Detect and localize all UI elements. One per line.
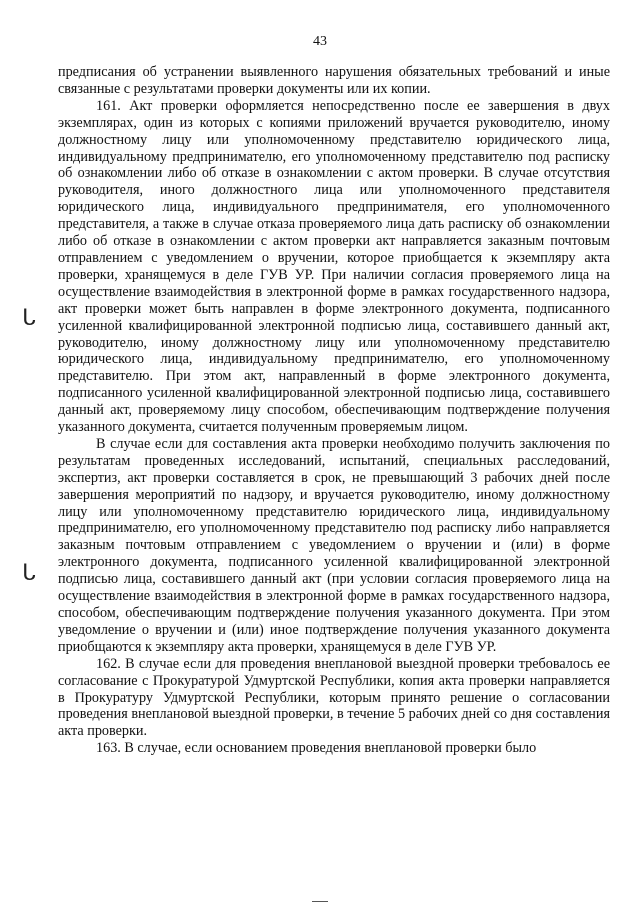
scan-mark-icon: ᒐ bbox=[22, 560, 36, 585]
document-body bbox=[58, 64, 610, 757]
paragraph-161: 161. Акт проверки оформляется непосредственно после ее завершения в двух экземплярах, один из которых с копиями приложений вручается руководителю, иному должностному лицу или уполномоченному представителю юридического лица, индивидуальному предпринимателю, его уполномоченному представителю под расписку об ознакомлении либо об отказе в ознакомлении с актом проверки. В случае отсутствия руководителя, иного должностного лица или уполномоченного представителя юридического лица, индивидуального предпринимателя, его уполномоченного представителя, а также в случае отказа проверяемого лица дать расписку об ознакомлении либо об отказе в ознакомлении с актом проверки акт направляется заказным почтовым отправлением с уведомлением о вручении, которое приобщается к экземпляру акта проверки, хранящемуся в деле ГУВ УР. При наличии согласия проверяемого лица на осуществление взаимодействия в электронной форме в рамках государственного надзора, акт проверки может быть направлен в форме электронного документа, подписанного усиленной квалифицированной электронной подписью лица, составившего данный акт, руководителю, иному должностному лицу или уполномоченному представителю юридического лица, индивидуальному предпринимателю, его уполномоченному представителю. При этом акт, направленный в форме электронного документа, подписанного усиленной квалифицированной электронной подписью лица, составившего данный акт, проверяемому лицу способом, обеспечивающим подтверждение получения указанного документа, считается полученным проверяемым лицом. bbox=[58, 97, 610, 436]
footer-mark bbox=[312, 901, 328, 905]
paragraph-163: 163. В случае, если основанием проведения внеплановой проверки было bbox=[96, 740, 537, 757]
page-number: 43 bbox=[313, 34, 327, 49]
paragraph-161-second: В случае если для составления акта проверки необходимо получить заключения по результатам проведенных исследований, испытаний, специальных расследований, экспертиз, акт проверки составляется в срок, не превышающий 3 рабочих дней после завершения мероприятий по надзору, и вручается руководителю, иному должностному лицу или уполномоченному представителю юридического лица, индивидуальному предпринимателю, его уполномоченному представителю под расписку либо направляется заказным почтовым отправлением с уведомлением о вручении и (или) в форме электронного документа, подписанного усиленной квалифицированной электронной подписью лица, составившего данный акт (при условии согласия проверяемого лица на осуществление взаимодействия в электронной форме в рамках государственного надзора, способом, обеспечивающим подтверждение получения указанного документа. При этом уведомление о вручении и (или) иное подтверждение получения указанного документа приобщаются к экземпляру акта проверки, хранящемуся в деле ГУВ УР. bbox=[58, 435, 610, 655]
paragraph-continuation: предписания об устранении выявленного нарушения обязательных требований и иные связанные с результатами проверки документы или их копии. bbox=[58, 64, 610, 97]
scan-mark-icon: ᒐ bbox=[22, 305, 36, 330]
paragraph-162: 162. В случае если для проведения внеплановой выездной проверки требовалось ее согласование с Прокуратурой Удмуртской Республики, копия акта проверки направляется в Прокуратуру Удмуртской Республики, которым принято решение о согласовании проведения внеплановой выездной проверки, в течение 5 рабочих дней со дня составления акта проверки. bbox=[58, 655, 610, 740]
